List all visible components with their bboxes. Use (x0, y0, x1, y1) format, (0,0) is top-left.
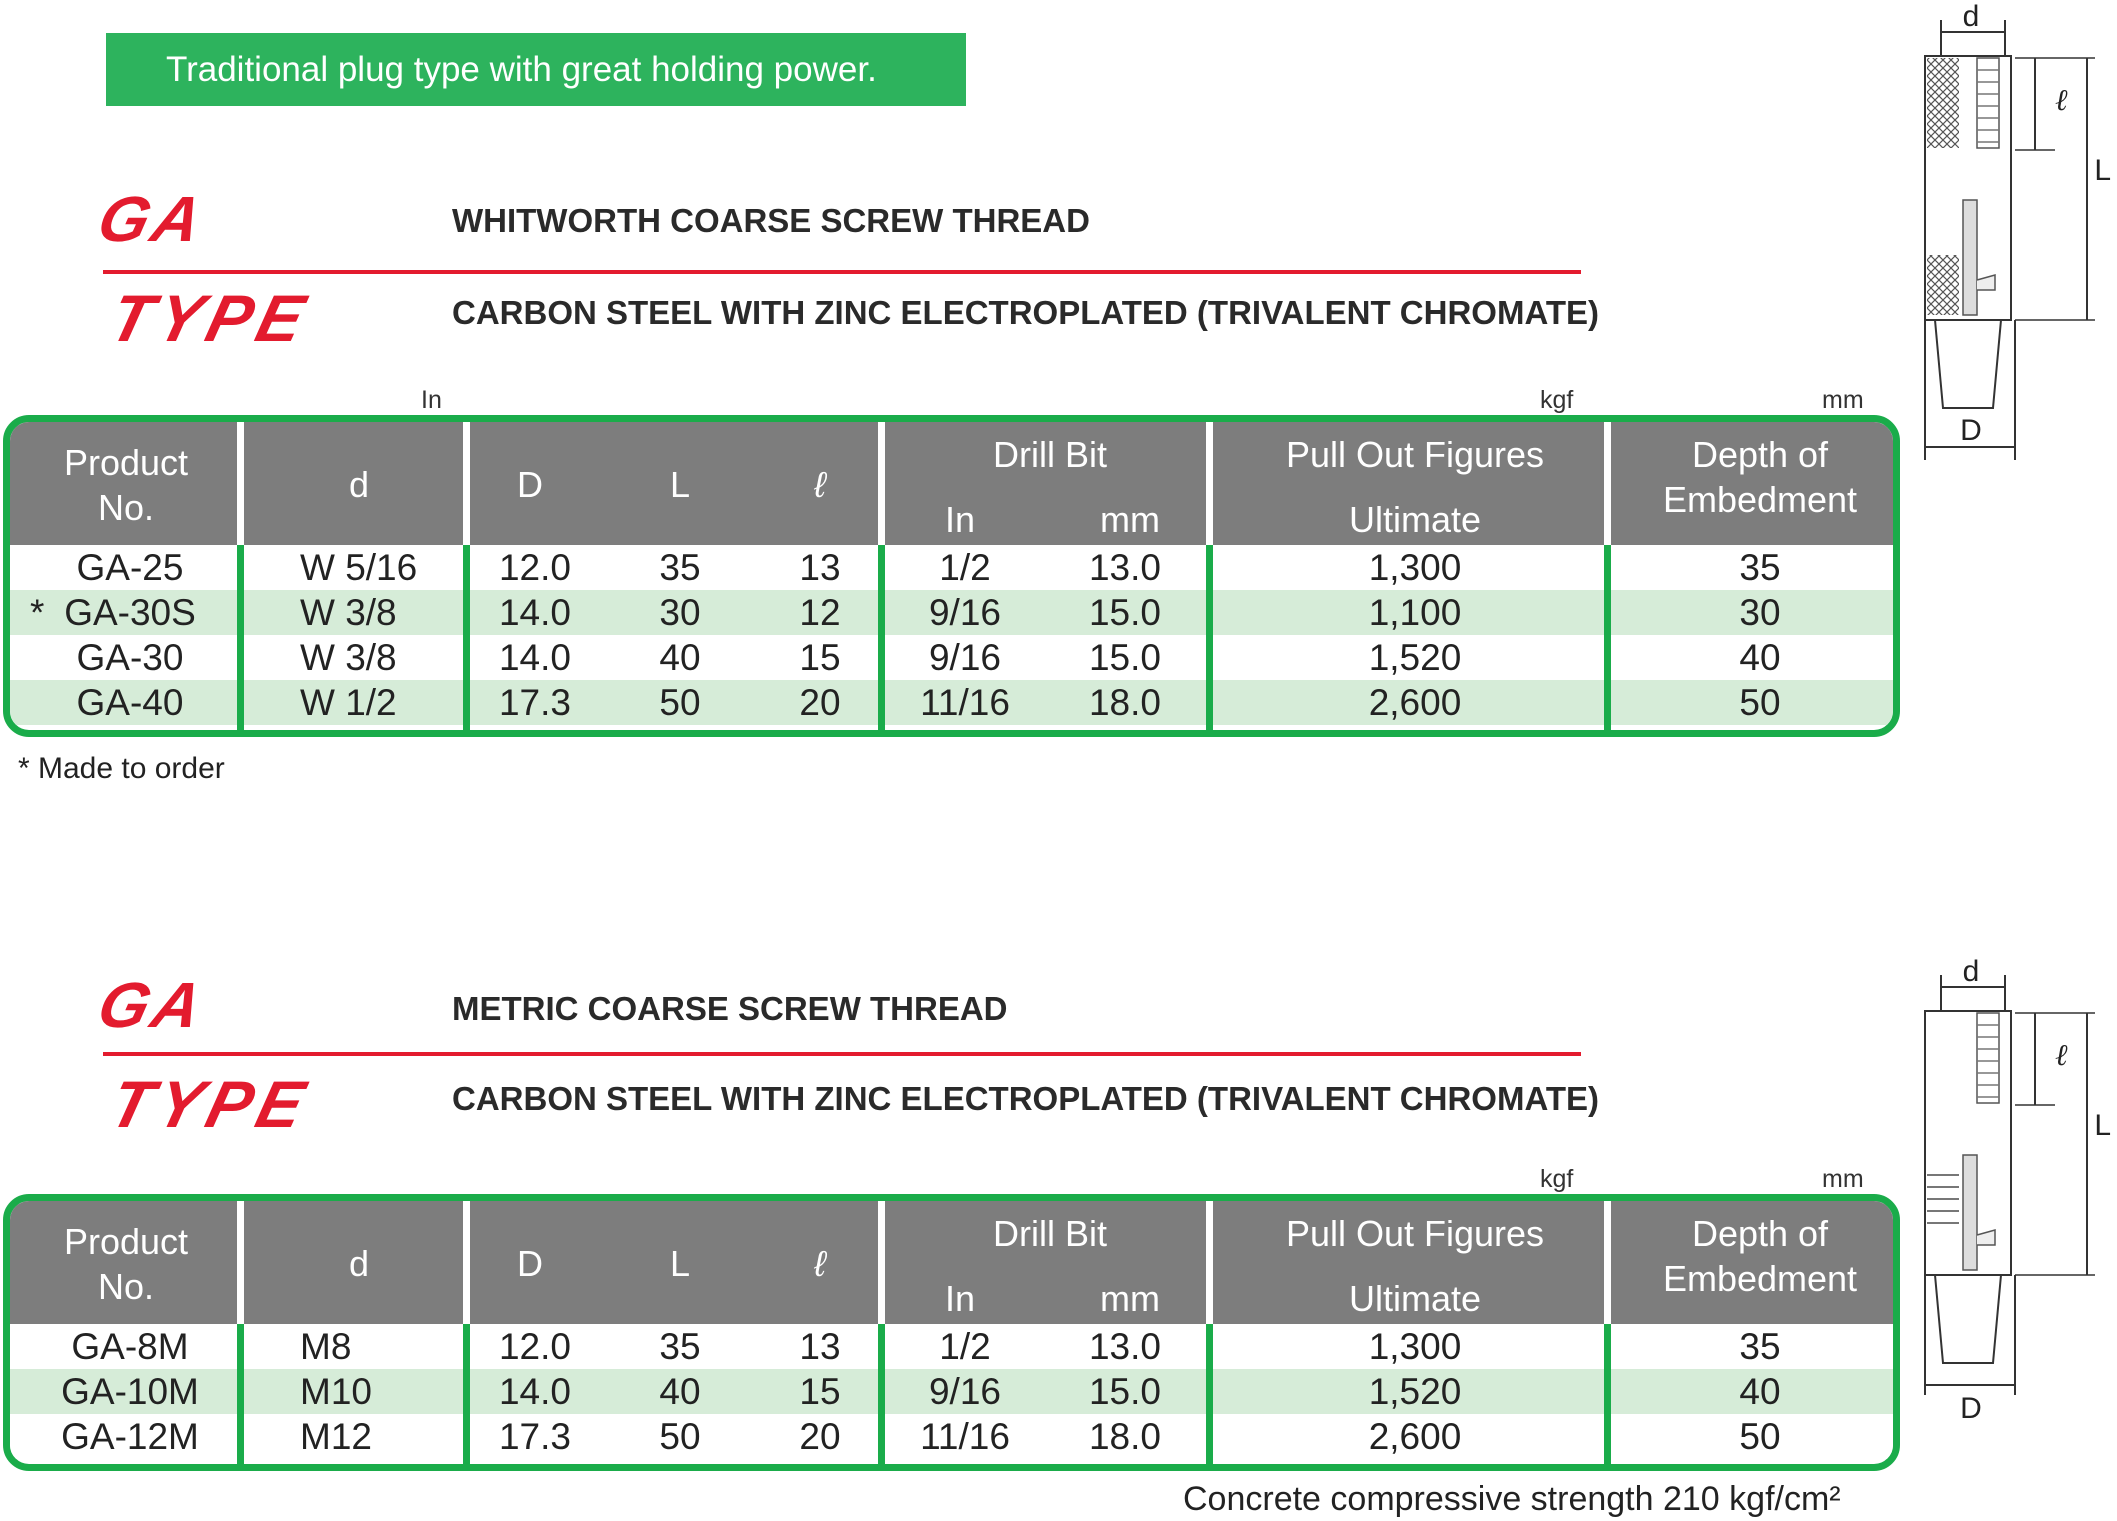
cell-pull-out: 1,300 (1368, 1326, 1462, 1367)
cell-d: W 5/16 (300, 547, 418, 588)
cell-pull-out: 1,520 (1368, 637, 1462, 678)
whitworth-table (3, 415, 1900, 737)
header-product: Product (63, 1221, 189, 1262)
cell-D: 14.0 (498, 637, 571, 678)
header-l: ℓ (814, 464, 826, 505)
diagram-label-d: d (1962, 955, 1980, 988)
cell-L: 40 (659, 637, 701, 678)
cell-depth: 40 (1739, 1371, 1781, 1412)
cell-drill-mm: 13.0 (1088, 1326, 1161, 1367)
header-embedment: Embedment (1662, 1258, 1858, 1299)
header-product: Product (63, 442, 189, 483)
column-divider (237, 545, 244, 730)
header-D: D (517, 1243, 543, 1284)
header-pull-out: Pull Out Figures (1285, 434, 1545, 475)
ga-logo: GA (91, 969, 213, 1041)
cell-pull-out: 2,600 (1368, 1416, 1462, 1457)
header-drill-bit: Drill Bit (993, 1213, 1107, 1254)
cell-l: 15 (799, 1371, 841, 1412)
cell-d: M12 (300, 1416, 372, 1457)
made-to-order-note: * Made to order (18, 752, 225, 785)
cell-D: 17.3 (498, 682, 571, 723)
header-l: ℓ (814, 1243, 826, 1284)
section1-title: WHITWORTH COARSE SCREW THREAD (452, 202, 1090, 239)
header-d: d (348, 1243, 370, 1284)
header-divider (463, 1201, 470, 1324)
cell-D: 14.0 (498, 592, 571, 633)
cell-l: 15 (799, 637, 841, 678)
cell-d: W 3/8 (300, 637, 397, 678)
cell-depth: 40 (1739, 637, 1781, 678)
feature-banner: Traditional plug type with great holding power. (106, 33, 966, 106)
cell-L: 30 (659, 592, 701, 633)
cell-D: 12.0 (498, 547, 571, 588)
cell-drill-mm: 13.0 (1088, 547, 1161, 588)
cell-drill-mm: 15.0 (1088, 592, 1161, 633)
cell-drill-in: 9/16 (928, 637, 1001, 678)
column-divider (1604, 1324, 1611, 1464)
header-divider (237, 422, 244, 545)
anchor-diagram-metric (1915, 955, 2115, 1425)
cell-product: GA-25 (76, 547, 184, 588)
cell-drill-mm: 15.0 (1088, 1371, 1161, 1412)
cell-L: 35 (659, 547, 701, 588)
red-divider (103, 270, 1581, 274)
header-drill-mm: mm (1100, 1278, 1160, 1319)
cell-depth: 50 (1739, 682, 1781, 723)
header-divider (878, 422, 885, 545)
column-divider (1604, 545, 1611, 730)
cell-depth: 35 (1739, 1326, 1781, 1367)
diagram-label-L: L (2094, 1109, 2111, 1142)
cell-product: GA-10M (61, 1371, 199, 1412)
column-divider (1206, 545, 1213, 730)
cell-l: 13 (799, 1326, 841, 1367)
unit-kgf: kgf (1540, 1165, 1574, 1193)
cell-product: GA-8M (71, 1326, 189, 1367)
diagram-label-l: ℓ (2055, 84, 2068, 117)
unit-mm: mm (1822, 386, 1864, 414)
header-product-no: No. (97, 487, 155, 528)
column-divider (463, 545, 470, 730)
header-divider (1604, 422, 1611, 545)
cell-L: 50 (659, 1416, 701, 1457)
made-to-order-mark: * (30, 592, 45, 633)
type-logo: TYPE (102, 1067, 318, 1141)
unit-mm: mm (1822, 1165, 1864, 1193)
header-drill-in: In (944, 1278, 976, 1319)
column-divider (463, 1324, 470, 1464)
red-divider (103, 1052, 1581, 1056)
header-ultimate: Ultimate (1348, 499, 1482, 540)
cell-product: GA-30 (76, 637, 184, 678)
header-depth: Depth of (1691, 434, 1829, 475)
cell-drill-in: 9/16 (928, 592, 1001, 633)
cell-pull-out: 2,600 (1368, 682, 1462, 723)
header-divider (463, 422, 470, 545)
cell-pull-out: 1,520 (1368, 1371, 1462, 1412)
cell-drill-mm: 15.0 (1088, 637, 1161, 678)
header-D: D (517, 464, 543, 505)
cell-drill-in: 1/2 (939, 547, 991, 588)
header-pull-out: Pull Out Figures (1285, 1213, 1545, 1254)
cell-depth: 35 (1739, 547, 1781, 588)
header-depth: Depth of (1691, 1213, 1829, 1254)
metric-table (3, 1194, 1900, 1471)
cell-L: 35 (659, 1326, 701, 1367)
cell-L: 50 (659, 682, 701, 723)
cell-drill-mm: 18.0 (1088, 682, 1161, 723)
column-divider (237, 1324, 244, 1464)
header-L: L (669, 1243, 691, 1284)
header-d: d (348, 464, 370, 505)
cell-pull-out: 1,300 (1368, 547, 1462, 588)
cell-product: GA-12M (61, 1416, 199, 1457)
cell-depth: 50 (1739, 1416, 1781, 1457)
cell-l: 20 (799, 1416, 841, 1457)
header-divider (878, 1201, 885, 1324)
header-drill-in: In (944, 499, 976, 540)
header-drill-mm: mm (1100, 499, 1160, 540)
cell-depth: 30 (1739, 592, 1781, 633)
header-ultimate: Ultimate (1348, 1278, 1482, 1319)
section2-title: METRIC COARSE SCREW THREAD (452, 990, 1008, 1027)
header-L: L (669, 464, 691, 505)
ga-logo: GA (91, 183, 213, 255)
header-drill-bit: Drill Bit (993, 434, 1107, 475)
cell-D: 17.3 (498, 1416, 571, 1457)
cell-drill-in: 1/2 (939, 1326, 991, 1367)
cell-l: 20 (799, 682, 841, 723)
cell-D: 12.0 (498, 1326, 571, 1367)
section1-subtitle: CARBON STEEL WITH ZINC ELECTROPLATED (TRIVALENT CHROMATE) (452, 294, 1599, 331)
cell-drill-in: 11/16 (920, 682, 1010, 723)
cell-d: M10 (300, 1371, 372, 1412)
column-divider (1206, 1324, 1213, 1464)
header-divider (1206, 1201, 1213, 1324)
cell-drill-mm: 18.0 (1088, 1416, 1161, 1457)
diagram-label-l: ℓ (2055, 1039, 2068, 1072)
cell-l: 12 (799, 592, 841, 633)
section2-subtitle: CARBON STEEL WITH ZINC ELECTROPLATED (TRIVALENT CHROMATE) (452, 1080, 1599, 1117)
unit-kgf: kgf (1540, 386, 1574, 414)
diagram-label-D: D (1960, 1392, 1982, 1425)
header-divider (1206, 422, 1213, 545)
diagram-label-d: d (1962, 0, 1980, 33)
column-divider (878, 545, 885, 730)
cell-product: GA-30S (64, 592, 196, 633)
header-embedment: Embedment (1662, 479, 1858, 520)
cell-product: GA-40 (76, 682, 184, 723)
column-divider (878, 1324, 885, 1464)
cell-pull-out: 1,100 (1368, 592, 1462, 633)
diagram-label-D: D (1960, 414, 1982, 447)
unit-in: In (421, 386, 442, 414)
type-logo: TYPE (102, 281, 318, 355)
concrete-strength-note: Concrete compressive strength 210 kgf/cm² (1183, 1480, 1841, 1518)
cell-l: 13 (799, 547, 841, 588)
cell-drill-in: 9/16 (928, 1371, 1001, 1412)
cell-d: M8 (300, 1326, 352, 1367)
cell-d: W 3/8 (300, 592, 397, 633)
header-divider (1604, 1201, 1611, 1324)
cell-drill-in: 11/16 (920, 1416, 1010, 1457)
cell-d: W 1/2 (300, 682, 397, 723)
header-product-no: No. (97, 1266, 155, 1307)
cell-L: 40 (659, 1371, 701, 1412)
anchor-diagram-whitworth (1915, 0, 2115, 470)
cell-D: 14.0 (498, 1371, 571, 1412)
diagram-label-L: L (2094, 154, 2111, 187)
header-divider (237, 1201, 244, 1324)
